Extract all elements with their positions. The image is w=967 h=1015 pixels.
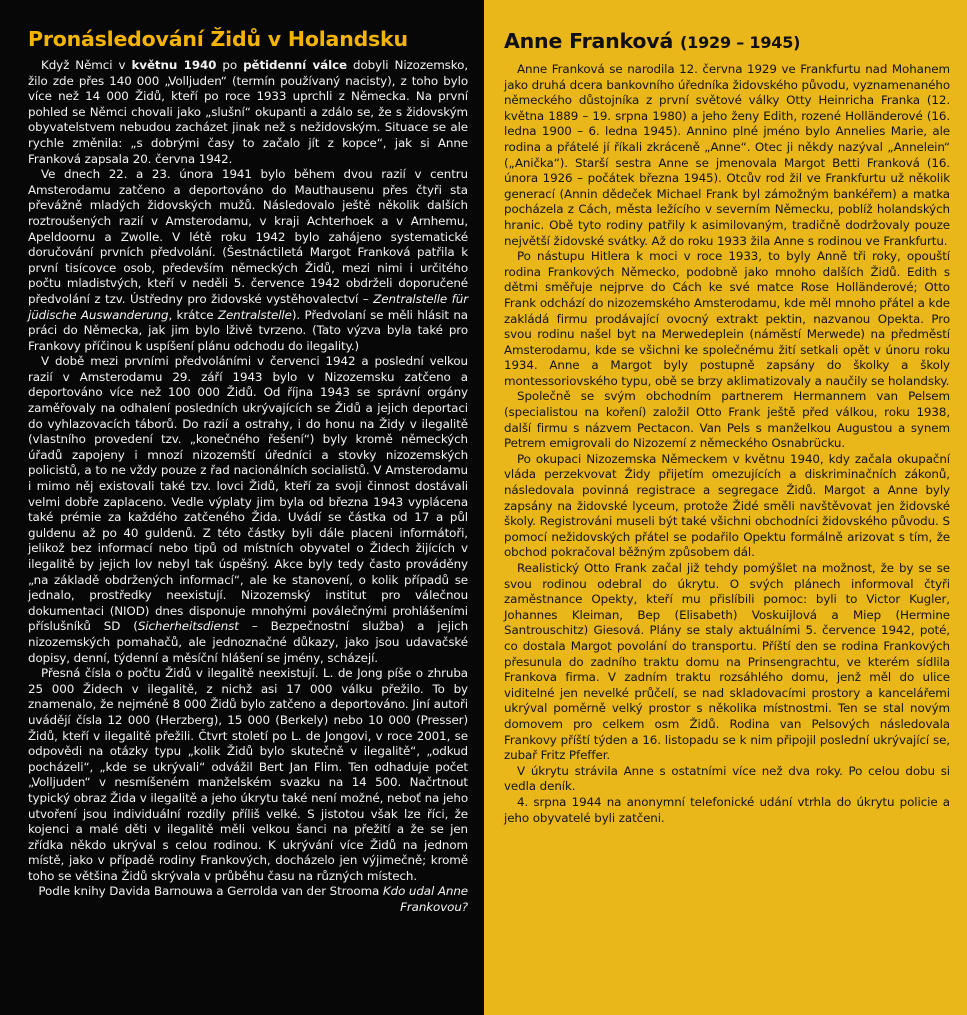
text-run: , krátce xyxy=(168,307,218,322)
bold-date: květnu 1940 xyxy=(131,58,217,72)
bold-phrase: pětidenní válce xyxy=(243,58,347,72)
right-paragraph-7: 4. srpna 1944 na anonymní telefonické udání vtrhla do úkrytu policie a jeho obyvatelé byli zatčeni. xyxy=(504,794,950,825)
text-run: dobyli Nizozemsko, žilo zde přes 140 000 „Volljuden“ (termín používaný nacisty), z toho bylo více než 14 000 Židů, kteří po roce 1933 uprchli z Německa. Na první pohled se Němci chovali jako „slušní“ okupanti a zdálo se, že s židovským obyvatelstvem nebudou zacházet jinak než s nežidovským. Situace se ale rychle změnila: „s dobrými časy to začalo jít z kopce“, jak si Anne Franková zapsala 20. června 1942. xyxy=(28,58,468,166)
right-column xyxy=(484,0,967,1015)
right-paragraph-3: Společně se svým obchodním partnerem Hermannem van Pelsem (specialistou na koření) založil Otto Frank ještě před válkou, roku 1938, další firmu s názvem Pectacon. Van Pels s manželkou Augustou a synem Petrem emigrovali do Nizozemí z německého Osnabrücku. xyxy=(504,389,950,451)
left-paragraph-4: Přesná čísla o počtu Židů v ilegalitě neexistují. L. de Jong píše o zhruba 25 000 Židech v ilegalitě, z nichž asi 17 000 válku přežilo. To by znamenalo, že nejméně 8 000 Židů bylo zatčeno a deportováno. Jiní autoři uvádějí čísla 12 000 (Herzberg), 15 000 (Berkely) nebo 10 000 (Presser) Židů, kteří v ilegalitě přežili. Čtvrt století po L. de Jongovi, v roce 2001, se odpovědi na otázky typu „kolik Židů bylo skutečně v ilegalitě“, „odkud pocházeli“, „kde se ukrývali“ odvážil Bert Jan Flim. Ten odhaduje počet „Volljuden“ v nesmíšeném manželském svazku na 14 500. Načrtnout typický obraz Žida v ilegalitě a jeho úkrytu také není možné, neboť na jeho utvoření jsou individuální rozdíly příliš velké. S jistotou však lze říci, že kojenci a malé děti v ilegalitě měli velkou šanci na přežití a že se jen zřídka někdo ukrýval s celou rodinou. K ukrývání více Židů na jednom místě, jako v případě rodiny Frankových, docházelo jen výjimečně; kromě toho se většina Židů skrývala v průběhu času na různých místech. xyxy=(28,666,468,883)
text-run: Podle knihy Davida Barnouwa a Gerrolda van der Strooma xyxy=(38,884,383,899)
right-paragraph-2: Po nástupu Hitlera k moci v roce 1933, to byly Anně tři roky, opouští rodina Frankových Německo, podobně jako mnoho dalších Židů. Edith s dětmi směřuje nejprve do Cách ke své matce Rose Holländerové; Otto Frank odchází do nizozemského Amsterodamu, kde měl mnoho přátel a kde zakládá firmu prodávající ovocný extrakt pektin, nazvanou Opekta. Pro svou rodinu našel byt na Merwedeplein (náměstí Merwede) na předměstí Amsterodamu, kde se všichni ke společnému žití setkali opět v únoru roku 1934. Anne a Margot byly postupně zapsány do školky a školy montessoriovského typu, obě se brzy aklimatizovaly a naučily se holandsky. xyxy=(504,249,950,388)
right-paragraph-5: Realistický Otto Frank začal již tehdy pomýšlet na možnost, že by se se svou rodinou odebral do úkrytu. O svých plánech informoval čtyři zaměstnance Opekty, kteří mu přislíbili pomoc: byli to Victor Kugler, Johannes Kleiman, Bep (Elisabeth) Voskuijlová a Miep (Hermine Santrouschitz) Giesová. Plány se staly aktuálními 5. července 1942, poté, co dostala Margot povolání do transportu. Příští den se rodina Frankových přesunula do zadního traktu domu na Prinsengrachtu, ve kterém sídlila Frankova firma. V zadním traktu rozsáhlého domu, jenž měl do ulice viditelné jen nevelké průčelí, se nad skladovacími prostory a kancelářemi ukrýval poměrně velký prostor s několika místnostmi. Ten se stal novým domovem pro celkem osm Židů. Rodina van Pelsových následovala Frankovy příští týden a 16. listopadu se k nim připojil poslední ukrývající se, zubař Fritz Pfeffer. xyxy=(504,561,950,763)
title-years: (1929 – 1945) xyxy=(680,33,801,52)
left-paragraph-1 xyxy=(28,58,468,167)
source-citation xyxy=(28,884,468,915)
text-run: ). Předvolaní se měli hlásit na práci do Německa, jak jim bylo lživě tvrzeno. (Tato výzva byla také pro Frankovy příčinou k uspíšení plánu odchodu do ilegality.) xyxy=(28,307,468,353)
right-paragraph-1: Anne Franková se narodila 12. června 1929 ve Frankfurtu nad Mohanem jako druhá dcera bankovního úředníka židovského původu, vyznamenaného německého důstojníka z první světové války Otty Heinricha Franka (12. května 1889 – 19. srpna 1980) a jeho ženy Edith, rozené Holländerové (16. ledna 1900 – 6. ledna 1945). Annino plné jméno bylo Annelies Marie, ale rodina a přátelé jí říkali zkráceně „Anne“. Otec ji někdy nazýval „Annelein“ („Anička“). Starší sestra Anne se jmenovala Margot Betti Franková (16. února 1926 – počátek března 1945). Otcův rod žil ve Frankfurtu už několik generací (Annin dědeček Michael Frank byl zámožným bankéřem) a matka pocházela z Cách, města ležícího v severním Německu, poblíž holandských hranic. Obě tyto rodiny patřily k asimilovaným, tradičně dodržovaly pouze největší židovské svátky. Až do roku 1933 žila Anne s rodinou ve Frankfurtu. xyxy=(504,62,950,248)
text-run: – Bezpečnostní služba) a jejich nizozemských pomahačů, ale jednoznačné důkazy, jako jsou udavačské dopisy, denní, týdenní a měsíční hlášení se jmény, scházejí. xyxy=(28,619,469,665)
text-run: Když Němci v xyxy=(41,58,132,72)
left-title: Pronásledování Židů v Holandsku xyxy=(28,27,408,51)
right-paragraph-4: Po okupaci Nizozemska Německem v květnu 1940, kdy začala okupační vláda perzekvovat Židy přijetím omezujících a diskriminačních zákonů, následovala povinná registrace a segregace Židů. Margot a Anne byly zapsány na židovské lyceum, protože Židé směli navštěvovat jen židovské školy. Registrováni museli být také všichni obchodníci židovského původu. S pomocí nežidovských přátel se podařilo Opektu formálně arizovat s tím, že obchod pokračoval běžným způsobem dál. xyxy=(504,451,950,560)
text-run: Ve dnech 22. a 23. února 1941 bylo během dvou razií v centru Amsterodamu zatčeno a deportováno do Mauthausenu přes čtyři sta převážně mladých židovských mužů. Následovalo ještě několik dalších roztroušených razií v Amsterodamu, v kraji Achterhoek a v Arnhemu, Apeldoornu a Zwolle. V létě roku 1942 bylo zahájeno systematické doručování prvních předvolání. (Šestnáctiletá Margot Franková patřila k první tisícovce osob, především německých Židů, mezi nimi i určitého počtu mladistvých, kteří v neděli 5. července 1942 obdrželi doporučené předvolání z tzv. Ústředny pro židovské vystěhovalectví – xyxy=(28,167,468,306)
title-name: Anne Franková xyxy=(504,29,674,53)
text-run: po xyxy=(216,58,244,72)
left-paragraph-3 xyxy=(28,354,468,666)
italic-term: Sicherheitsdienst xyxy=(137,619,239,634)
book-title: Kdo udal Anne Frankovou? xyxy=(382,884,468,915)
italic-term: Zentralstelle xyxy=(217,307,292,322)
left-paragraph-2 xyxy=(28,167,468,354)
italic-term: Zentralstelle für jüdische Auswanderung xyxy=(28,291,468,322)
right-title xyxy=(504,28,950,56)
text-run: V době mezi prvními předvoláními v červenci 1942 a poslední velkou razií v Amsterodamu 29. září 1943 bylo v Nizozemsku zatčeno a deportováno více než 100 000 Židů. Od října 1943 se správní orgány zaměřovaly na odhalení posledních ukrývajících se Židů a jejich deportaci do vyhlazovacích táborů. Do razií a ostrahy, i do honu na Židy v ilegalitě (vlastního provedení tzv. „konečného řešení“) byly kromě německých úřadů zapojeny i mnozí nizozemští úředníci a stovky nizozemských policistů, a to ne vždy pouze z řad nacionálních socialistů. V Amsterodamu i mimo něj existovali také tzv. lovci Židů, kteří za svoji činnost dostávali velmi dobře zaplaceno. Vedle výplaty jim byla od března 1943 vyplácena také prémie za každého zatčeného Žida. Uvádí se částka od 17 a půl guldenu až po 40 guldenů. Z této částky byli dále placeni informátoři, jelikož bez informací nebo tipů od místních obyvatel o Židech žijících v ilegalitě by jejich lov nebyl tak úspěšný. Akce byly tedy často prováděny „na základě obdržených informací“, ale ke stanovení, o kolik případů se jednalo, prostředky neexistují. Nizozemský institut pro válečnou dokumentaci (NIOD) dnes disponuje mnohými poválečnými prohlášeními příslušníků SD ( xyxy=(28,354,468,634)
right-paragraph-6: V úkrytu strávila Anne s ostatními více než dva roky. Po celou dobu si vedla deník. xyxy=(504,763,950,794)
